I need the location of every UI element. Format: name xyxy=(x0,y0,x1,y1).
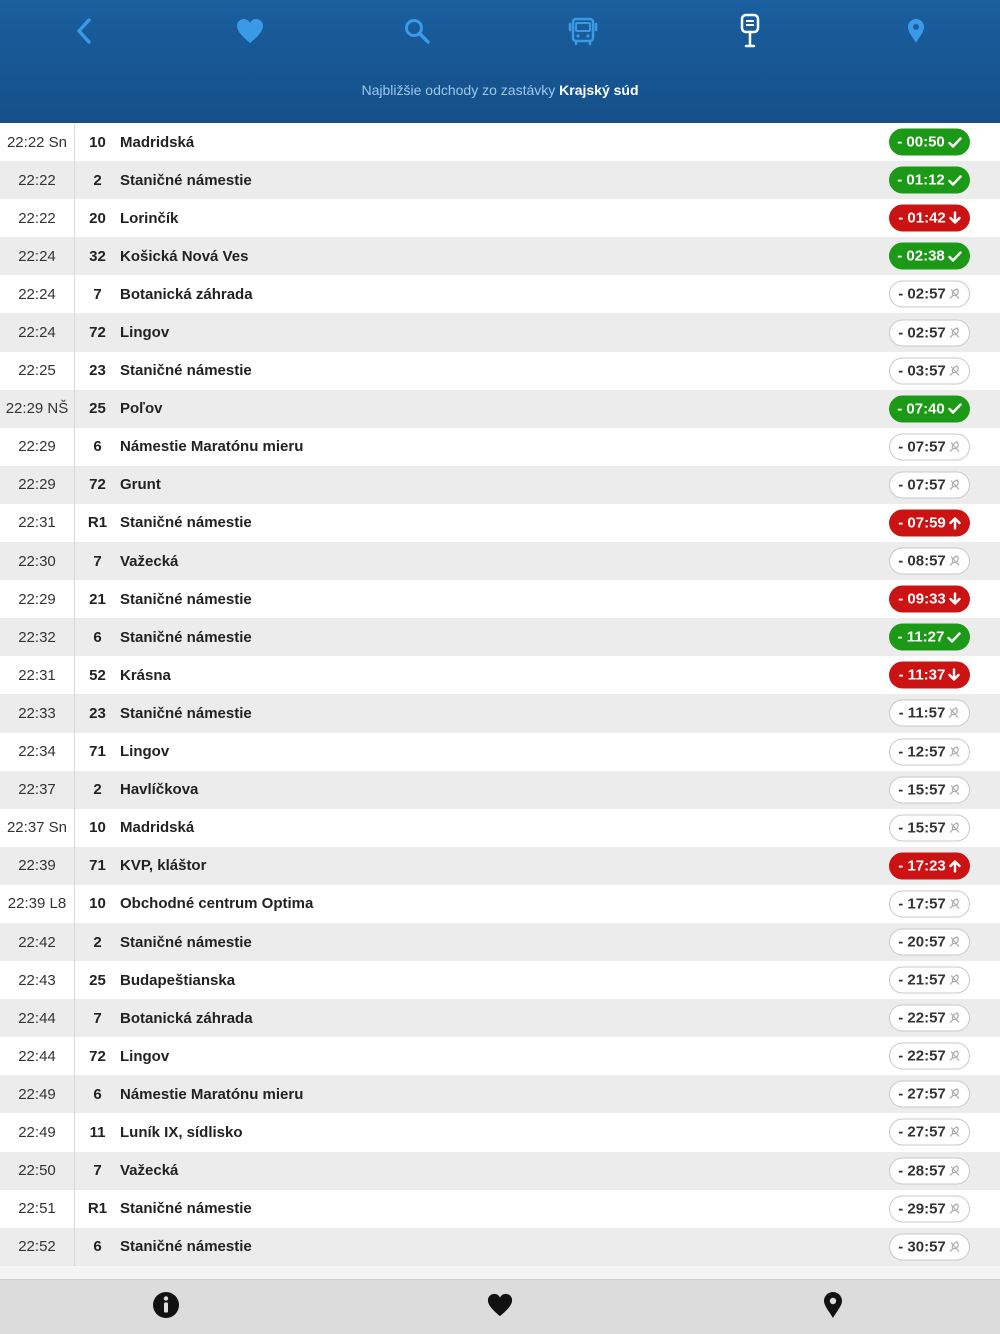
countdown-text: - 29:57 xyxy=(898,1200,946,1218)
countdown-text: - 30:57 xyxy=(898,1238,946,1256)
no-gps-icon xyxy=(949,1012,961,1025)
no-gps-icon xyxy=(949,1240,961,1253)
departure-row[interactable] xyxy=(0,885,1000,923)
departure-row[interactable] xyxy=(0,694,1000,732)
destination: Poľov xyxy=(120,400,163,418)
destination: Grunt xyxy=(120,476,161,494)
countdown-badge xyxy=(889,433,970,460)
destination: Staničné námestie xyxy=(120,628,252,646)
departure-time: 22:22 xyxy=(0,199,75,237)
countdown-badge xyxy=(889,167,970,194)
line-number: 32 xyxy=(89,247,106,265)
countdown-text: - 15:57 xyxy=(898,781,946,799)
search-icon xyxy=(403,17,431,45)
countdown-text: - 27:57 xyxy=(898,1085,946,1103)
departure-time: 22:51 xyxy=(0,1190,75,1228)
arrow-up-icon xyxy=(949,516,961,529)
line-number: 2 xyxy=(93,933,102,951)
map-pin-icon xyxy=(822,1291,844,1324)
no-gps-icon xyxy=(949,1088,961,1101)
departure-row[interactable] xyxy=(0,999,1000,1037)
line-number: 6 xyxy=(93,438,102,456)
stop-subtitle xyxy=(0,82,1000,98)
countdown-text: - 01:42 xyxy=(898,209,946,227)
check-icon xyxy=(948,136,962,148)
destination: Važecká xyxy=(120,552,179,570)
no-gps-icon xyxy=(949,821,961,834)
countdown-badge xyxy=(889,1081,970,1108)
departure-row[interactable] xyxy=(0,847,1000,885)
bus-button[interactable] xyxy=(558,8,608,54)
check-icon xyxy=(947,631,961,643)
destination: Luník IX, sídlisko xyxy=(120,1123,243,1141)
check-icon xyxy=(948,174,962,186)
check-icon xyxy=(948,403,962,415)
line-number: 21 xyxy=(89,590,106,608)
destination: Staničné námestie xyxy=(120,171,252,189)
no-gps-icon xyxy=(949,936,961,949)
departure-row[interactable] xyxy=(0,313,1000,351)
line-number: 7 xyxy=(93,1162,102,1180)
top-nav xyxy=(0,0,1000,62)
line-number: 10 xyxy=(89,819,106,837)
countdown-badge xyxy=(889,395,970,422)
countdown-text: - 09:33 xyxy=(898,590,946,608)
no-gps-icon xyxy=(949,897,961,910)
line-number: 23 xyxy=(89,362,106,380)
departure-time: 22:34 xyxy=(0,733,75,771)
departure-row[interactable] xyxy=(0,580,1000,618)
countdown-text: - 07:57 xyxy=(898,476,946,494)
countdown-badge xyxy=(889,890,970,917)
countdown-badge xyxy=(889,243,970,270)
arrow-up-icon xyxy=(949,859,961,872)
departure-row[interactable] xyxy=(0,542,1000,580)
countdown-text: - 11:57 xyxy=(898,704,946,722)
destination: Havlíčkova xyxy=(120,781,199,799)
departure-row[interactable] xyxy=(0,923,1000,961)
departure-row[interactable] xyxy=(0,1113,1000,1151)
departure-time: 22:49 xyxy=(0,1113,75,1151)
countdown-text: - 17:23 xyxy=(898,857,946,875)
departure-time: 22:29 xyxy=(0,428,75,466)
departure-time: 22:44 xyxy=(0,1037,75,1075)
subtitle-prefix: Najbližšie odchody zo zastávky xyxy=(361,82,556,98)
destination: KVP, kláštor xyxy=(120,857,207,875)
arrow-down-icon xyxy=(948,669,960,682)
departure-time: 22:31 xyxy=(0,656,75,694)
stop-button[interactable] xyxy=(725,8,775,54)
departure-time: 22:29 xyxy=(0,466,75,504)
departure-row[interactable] xyxy=(0,275,1000,313)
departure-row[interactable] xyxy=(0,1037,1000,1075)
countdown-text: - 12:57 xyxy=(898,743,946,761)
departure-row[interactable] xyxy=(0,618,1000,656)
bus-stop-icon xyxy=(738,13,762,49)
destination: Lingov xyxy=(120,743,170,761)
countdown-text: - 00:50 xyxy=(897,133,945,151)
destination: Staničné námestie xyxy=(120,1238,252,1256)
arrow-down-icon xyxy=(949,593,961,606)
departure-time: 22:43 xyxy=(0,961,75,999)
countdown-text: - 20:57 xyxy=(898,933,946,951)
countdown-text: - 01:12 xyxy=(897,171,945,189)
stop-name: Krajský súd xyxy=(559,82,639,98)
line-number: 6 xyxy=(93,1085,102,1103)
countdown-text: - 17:57 xyxy=(898,895,946,913)
departure-row[interactable] xyxy=(0,466,1000,504)
departure-row[interactable] xyxy=(0,199,1000,237)
countdown-text: - 11:27 xyxy=(897,628,945,646)
countdown-text: - 28:57 xyxy=(898,1162,946,1180)
no-gps-icon xyxy=(949,326,961,339)
departure-row[interactable] xyxy=(0,809,1000,847)
departure-row[interactable] xyxy=(0,504,1000,542)
departure-time: 22:22 Sn xyxy=(0,123,75,161)
countdown-badge xyxy=(889,929,970,956)
destination: Staničné námestie xyxy=(120,362,252,380)
countdown-badge xyxy=(889,281,970,308)
countdown-badge xyxy=(889,129,970,156)
destination: Lorinčík xyxy=(120,209,179,227)
countdown-text: - 11:37 xyxy=(898,666,946,684)
destination: Lingov xyxy=(120,1047,170,1065)
destination: Staničné námestie xyxy=(120,704,252,722)
destination: Košická Nová Ves xyxy=(120,247,249,265)
departure-row[interactable] xyxy=(0,237,1000,275)
destination: Krásna xyxy=(120,666,171,684)
countdown-badge xyxy=(889,1195,970,1222)
no-gps-icon xyxy=(948,707,960,720)
destination: Obchodné centrum Optima xyxy=(120,895,314,913)
line-number: 72 xyxy=(89,476,106,494)
info-button[interactable] xyxy=(146,1290,186,1324)
countdown-text: - 15:57 xyxy=(898,819,946,837)
countdown-badge xyxy=(889,548,970,575)
departure-time: 22:39 L8 xyxy=(0,885,75,923)
no-gps-icon xyxy=(949,1202,961,1215)
line-number: 20 xyxy=(89,209,106,227)
destination: Námestie Maratónu mieru xyxy=(120,438,304,456)
departure-time: 22:52 xyxy=(0,1228,75,1266)
no-gps-icon xyxy=(949,783,961,796)
countdown-badge xyxy=(889,586,970,613)
no-gps-icon xyxy=(949,1126,961,1139)
line-number: 2 xyxy=(93,781,102,799)
departure-row[interactable] xyxy=(0,656,1000,694)
countdown-badge xyxy=(889,1005,970,1032)
departure-row[interactable] xyxy=(0,733,1000,771)
departure-time: 22:33 xyxy=(0,694,75,732)
countdown-text: - 21:57 xyxy=(898,971,946,989)
departure-time: 22:30 xyxy=(0,542,75,580)
countdown-badge xyxy=(889,319,970,346)
countdown-badge xyxy=(889,509,970,536)
countdown-badge xyxy=(889,700,970,727)
departure-time: 22:49 xyxy=(0,1075,75,1113)
no-gps-icon xyxy=(949,1164,961,1177)
line-number: 11 xyxy=(89,1123,106,1141)
departure-time: 22:31 xyxy=(0,504,75,542)
countdown-text: - 07:59 xyxy=(898,514,946,532)
heart-icon xyxy=(486,1292,514,1323)
countdown-text: - 03:57 xyxy=(898,362,946,380)
countdown-text: - 07:57 xyxy=(898,438,946,456)
destination: Madridská xyxy=(120,819,195,837)
departure-time: 22:29 NŠ xyxy=(0,390,75,428)
line-number: 25 xyxy=(89,400,106,418)
departure-time: 22:25 xyxy=(0,352,75,390)
line-number: 10 xyxy=(89,133,106,151)
bus-icon xyxy=(568,15,598,47)
search-button[interactable] xyxy=(392,8,442,54)
countdown-badge xyxy=(889,1233,970,1260)
bottom-bar xyxy=(0,1279,1000,1334)
line-number: 71 xyxy=(89,743,106,761)
line-number: 7 xyxy=(93,285,102,303)
favorites-button[interactable] xyxy=(225,8,275,54)
no-gps-icon xyxy=(949,1050,961,1063)
chevron-left-icon xyxy=(74,17,94,45)
departure-time: 22:44 xyxy=(0,999,75,1037)
departure-time: 22:42 xyxy=(0,923,75,961)
countdown-badge xyxy=(889,471,970,498)
destination: Staničné námestie xyxy=(120,514,252,532)
countdown-badge xyxy=(889,814,970,841)
line-number: 52 xyxy=(89,666,106,684)
countdown-badge xyxy=(889,1119,970,1146)
departure-row[interactable] xyxy=(0,1152,1000,1190)
no-gps-icon xyxy=(949,974,961,987)
destination: Budapeštianska xyxy=(120,971,236,989)
destination: Botanická záhrada xyxy=(120,285,253,303)
no-gps-icon xyxy=(949,288,961,301)
arrow-down-icon xyxy=(949,212,961,225)
countdown-badge xyxy=(889,1157,970,1184)
departure-row[interactable] xyxy=(0,1190,1000,1228)
destination: Námestie Maratónu mieru xyxy=(120,1085,304,1103)
countdown-text: - 27:57 xyxy=(898,1123,946,1141)
top-bar xyxy=(0,0,1000,123)
countdown-text: - 02:38 xyxy=(897,247,945,265)
departure-time: 22:39 xyxy=(0,847,75,885)
departure-time: 22:22 xyxy=(0,161,75,199)
departure-time: 22:24 xyxy=(0,237,75,275)
countdown-text: - 08:57 xyxy=(898,552,946,570)
departure-time: 22:24 xyxy=(0,275,75,313)
departure-row[interactable] xyxy=(0,771,1000,809)
map-button[interactable] xyxy=(813,1290,853,1324)
destination: Staničné námestie xyxy=(120,590,252,608)
departure-row[interactable] xyxy=(0,390,1000,428)
back-button[interactable] xyxy=(59,8,109,54)
departure-row[interactable] xyxy=(0,161,1000,199)
departure-row[interactable] xyxy=(0,428,1000,466)
info-icon xyxy=(152,1291,180,1324)
departure-row[interactable] xyxy=(0,1075,1000,1113)
line-number: R1 xyxy=(87,514,108,532)
departure-row[interactable] xyxy=(0,961,1000,999)
countdown-badge xyxy=(889,624,970,651)
countdown-text: - 02:57 xyxy=(898,324,946,342)
destination: Botanická záhrada xyxy=(120,1009,253,1027)
line-number: 2 xyxy=(93,171,102,189)
line-number: 6 xyxy=(93,1238,102,1256)
destination: Staničné námestie xyxy=(120,1200,252,1218)
countdown-badge xyxy=(889,776,970,803)
departure-time: 22:32 xyxy=(0,618,75,656)
map-pin-icon xyxy=(905,17,927,45)
location-button[interactable] xyxy=(891,8,941,54)
countdown-badge xyxy=(889,357,970,384)
line-number: 7 xyxy=(93,1009,102,1027)
countdown-badge xyxy=(889,738,970,765)
countdown-badge xyxy=(889,662,970,689)
countdown-text: - 07:40 xyxy=(897,400,945,418)
countdown-badge xyxy=(889,967,970,994)
departure-time: 22:37 Sn xyxy=(0,809,75,847)
countdown-text: - 02:57 xyxy=(898,285,946,303)
departures-list xyxy=(0,123,1000,1267)
no-gps-icon xyxy=(949,478,961,491)
departure-time: 22:24 xyxy=(0,313,75,351)
destination: Staničné námestie xyxy=(120,933,252,951)
heart-icon xyxy=(235,17,265,45)
no-gps-icon xyxy=(949,745,961,758)
departure-time: 22:50 xyxy=(0,1152,75,1190)
countdown-text: - 22:57 xyxy=(898,1009,946,1027)
line-number: 25 xyxy=(89,971,106,989)
departure-row[interactable] xyxy=(0,123,1000,161)
no-gps-icon xyxy=(949,440,961,453)
destination: Lingov xyxy=(120,324,170,342)
departure-time: 22:29 xyxy=(0,580,75,618)
line-number: 7 xyxy=(93,552,102,570)
favorites-tab-button[interactable] xyxy=(480,1290,520,1324)
line-number: 71 xyxy=(89,857,106,875)
line-number: 72 xyxy=(89,324,106,342)
line-number: 23 xyxy=(89,704,106,722)
line-number: 10 xyxy=(89,895,106,913)
countdown-badge xyxy=(889,852,970,879)
line-number: 6 xyxy=(93,628,102,646)
destination: Madridská xyxy=(120,133,195,151)
countdown-badge xyxy=(889,1043,970,1070)
no-gps-icon xyxy=(949,364,961,377)
check-icon xyxy=(948,250,962,262)
countdown-badge xyxy=(889,205,970,232)
countdown-text: - 22:57 xyxy=(898,1047,946,1065)
line-number: R1 xyxy=(87,1200,108,1218)
destination: Važecká xyxy=(120,1162,179,1180)
departure-row[interactable] xyxy=(0,352,1000,390)
departure-time: 22:37 xyxy=(0,771,75,809)
line-number: 72 xyxy=(89,1047,106,1065)
departure-row[interactable] xyxy=(0,1228,1000,1266)
no-gps-icon xyxy=(949,555,961,568)
